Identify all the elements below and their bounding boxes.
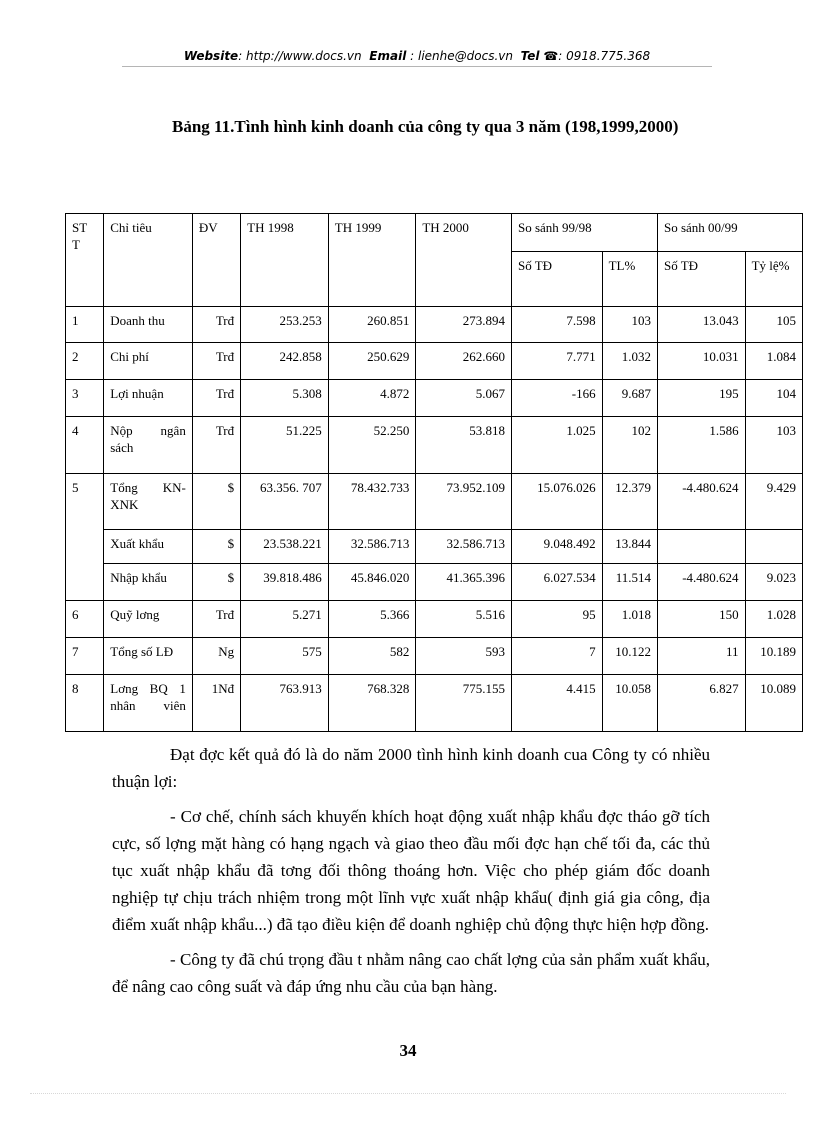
cell-td2: 150: [657, 601, 745, 638]
cell-stt: 7: [66, 638, 104, 675]
table-row: [66, 474, 803, 530]
cell-td2: 10.031: [657, 343, 745, 380]
cell-tl1: 9.687: [602, 380, 657, 417]
cell-tl2: [745, 530, 802, 564]
cell-tl1: 10.122: [602, 638, 657, 675]
cell-name: Lợi nhuận: [104, 380, 193, 417]
cell-unit: Trđ: [192, 417, 240, 474]
cell-td1: 4.415: [511, 675, 602, 732]
cell-tl2: 103: [745, 417, 802, 474]
cell-v98: 39.818.486: [241, 564, 329, 601]
header-compare-00-99: So sánh 00/99: [657, 214, 802, 252]
cell-tl1: 10.058: [602, 675, 657, 732]
cell-td1: 1.025: [511, 417, 602, 474]
cell-tl1: 13.844: [602, 530, 657, 564]
cell-name: Nhập khẩu: [104, 564, 193, 601]
phone-icon: ☎: [543, 49, 559, 63]
cell-name: Chi phí: [104, 343, 193, 380]
table-row: [66, 380, 803, 417]
cell-unit: $: [192, 530, 240, 564]
cell-tl1: 103: [602, 307, 657, 343]
cell-tl1: 12.379: [602, 474, 657, 530]
paragraph: Đạt đợc kết quả đó là do năm 2000 tình hình kinh doanh cua Công ty có nhiều thuận lợi:: [112, 745, 710, 791]
cell-tl2: 9.023: [745, 564, 802, 601]
cell-unit: 1Nđ: [192, 675, 240, 732]
cell-v00: 73.952.109: [416, 474, 512, 530]
email-value: : lienhe@docs.vn: [410, 49, 513, 63]
cell-v00: 5.067: [416, 380, 512, 417]
cell-tl2: 105: [745, 307, 802, 343]
table-row: [66, 564, 803, 601]
header-th1999: TH 1999: [328, 214, 416, 307]
cell-v98: 242.858: [241, 343, 329, 380]
header-so-td-1: Số TĐ: [511, 252, 602, 307]
cell-tl2: 104: [745, 380, 802, 417]
website-value: : http://www.docs.vn: [238, 49, 362, 63]
cell-tl1: 1.032: [602, 343, 657, 380]
header-compare-99-98: So sánh 99/98: [511, 214, 657, 252]
cell-td1: 7.598: [511, 307, 602, 343]
cell-tl2: 10.189: [745, 638, 802, 675]
cell-name: Nộp ngân sách: [104, 417, 193, 474]
cell-v98: 763.913: [241, 675, 329, 732]
table-row: [66, 601, 803, 638]
cell-stt: 3: [66, 380, 104, 417]
cell-v99: 32.586.713: [328, 530, 416, 564]
cell-unit: Trđ: [192, 380, 240, 417]
header-chi-tieu: Chỉ tiêu: [104, 214, 193, 307]
body-text: [112, 741, 710, 1008]
cell-stt: 8: [66, 675, 104, 732]
table-row: [66, 417, 803, 474]
header-dv: ĐV: [192, 214, 240, 307]
cell-stt: 1: [66, 307, 104, 343]
cell-td2: 13.043: [657, 307, 745, 343]
cell-tl2: 1.084: [745, 343, 802, 380]
cell-name: Quỹ lơng: [104, 601, 193, 638]
header-tl-2: Tỷ lệ%: [745, 252, 802, 307]
email-label: Email: [369, 49, 407, 63]
cell-v98: 5.271: [241, 601, 329, 638]
cell-v00: 262.660: [416, 343, 512, 380]
cell-unit: Trđ: [192, 307, 240, 343]
cell-v99: 5.366: [328, 601, 416, 638]
cell-name: Doanh thu: [104, 307, 193, 343]
table-row: [66, 530, 803, 564]
cell-v99: 260.851: [328, 307, 416, 343]
cell-unit: Trđ: [192, 601, 240, 638]
cell-v98: 5.308: [241, 380, 329, 417]
cell-v98: 575: [241, 638, 329, 675]
header-so-td-2: Số TĐ: [657, 252, 745, 307]
cell-v99: 768.328: [328, 675, 416, 732]
cell-td2: 195: [657, 380, 745, 417]
cell-unit: Ng: [192, 638, 240, 675]
cell-v98: 51.225: [241, 417, 329, 474]
cell-v98: 63.356. 707: [241, 474, 329, 530]
cell-v00: 5.516: [416, 601, 512, 638]
header-th1998: TH 1998: [241, 214, 329, 307]
cell-v00: 41.365.396: [416, 564, 512, 601]
cell-td1: 6.027.534: [511, 564, 602, 601]
cell-td1: -166: [511, 380, 602, 417]
table-row: [66, 343, 803, 380]
cell-name: Tổng số LĐ: [104, 638, 193, 675]
cell-name: Tổng KN-XNK: [104, 474, 193, 530]
business-results-table: [65, 213, 803, 732]
cell-tl1: 102: [602, 417, 657, 474]
cell-td2: 6.827: [657, 675, 745, 732]
paragraph: - Cơ chế, chính sách khuyến khích hoạt động xuất nhập khẩu đợc tháo gỡ tích cực, số lợng mặt hàng có hạng ngạch và giao theo đầu mối đợc hạn chế tối đa, các thủ tục xuất nhập khẩu đã tơng đối thông thoáng hơn. Việc cho phép giám đốc doanh nghiệp tự chịu trách nhiệm trong một lĩnh vực xuất nhập khẩu( định giá gia công, địa điểm xuất nhập khẩu...) đã tạo điều kiện để doanh nghiệp chủ động thực hiện hợp đồng.: [112, 807, 710, 934]
cell-tl2: 10.089: [745, 675, 802, 732]
cell-v00: 775.155: [416, 675, 512, 732]
cell-stt: 2: [66, 343, 104, 380]
table-row: [66, 675, 803, 732]
cell-name: Xuất khẩu: [104, 530, 193, 564]
table-row: [66, 307, 803, 343]
cell-td1: 7: [511, 638, 602, 675]
cell-v98: 23.538.221: [241, 530, 329, 564]
cell-v00: 53.818: [416, 417, 512, 474]
table-row: [66, 638, 803, 675]
cell-v99: 4.872: [328, 380, 416, 417]
website-label: Website: [183, 49, 239, 63]
cell-v99: 45.846.020: [328, 564, 416, 601]
header-stt: ST T: [66, 214, 104, 307]
cell-v99: 78.432.733: [328, 474, 416, 530]
paragraph: - Công ty đã chú trọng đầu t nhằm nâng cao chất lợng của sản phẩm xuất khẩu, để nâng cao công suất và đáp ứng nhu cầu của bạn hàng.: [112, 950, 710, 996]
cell-v00: 273.894: [416, 307, 512, 343]
cell-td1: 15.076.026: [511, 474, 602, 530]
cell-tl2: 1.028: [745, 601, 802, 638]
page-header: [122, 46, 712, 67]
cell-tl2: 9.429: [745, 474, 802, 530]
tel-label: Tel: [520, 49, 540, 63]
cell-td1: 7.771: [511, 343, 602, 380]
cell-td2: -4.480.624: [657, 564, 745, 601]
cell-td2: 1.586: [657, 417, 745, 474]
cell-v99: 250.629: [328, 343, 416, 380]
cell-name: Lơng BQ 1 nhân viên: [104, 675, 193, 732]
cell-stt: 5: [66, 474, 104, 601]
cell-v98: 253.253: [241, 307, 329, 343]
cell-tl1: 1.018: [602, 601, 657, 638]
cell-td2: 11: [657, 638, 745, 675]
cell-v00: 593: [416, 638, 512, 675]
cell-td1: 95: [511, 601, 602, 638]
cell-tl1: 11.514: [602, 564, 657, 601]
header-th2000: TH 2000: [416, 214, 512, 307]
cell-stt: 4: [66, 417, 104, 474]
header-tl-1: TL%: [602, 252, 657, 307]
cell-td1: 9.048.492: [511, 530, 602, 564]
cell-v00: 32.586.713: [416, 530, 512, 564]
tel-value: : 0918.775.368: [558, 49, 651, 63]
page-number: 34: [399, 1041, 417, 1060]
cell-unit: Trđ: [192, 343, 240, 380]
cell-v99: 52.250: [328, 417, 416, 474]
cell-td2: [657, 530, 745, 564]
cell-td2: -4.480.624: [657, 474, 745, 530]
cell-v99: 582: [328, 638, 416, 675]
cell-unit: $: [192, 564, 240, 601]
cell-stt: 6: [66, 601, 104, 638]
footer-divider: [30, 1093, 786, 1094]
cell-unit: $: [192, 474, 240, 530]
table-title: Bảng 11.Tình hình kinh doanh của công ty qua 3 năm (198,1999,2000): [172, 117, 679, 136]
